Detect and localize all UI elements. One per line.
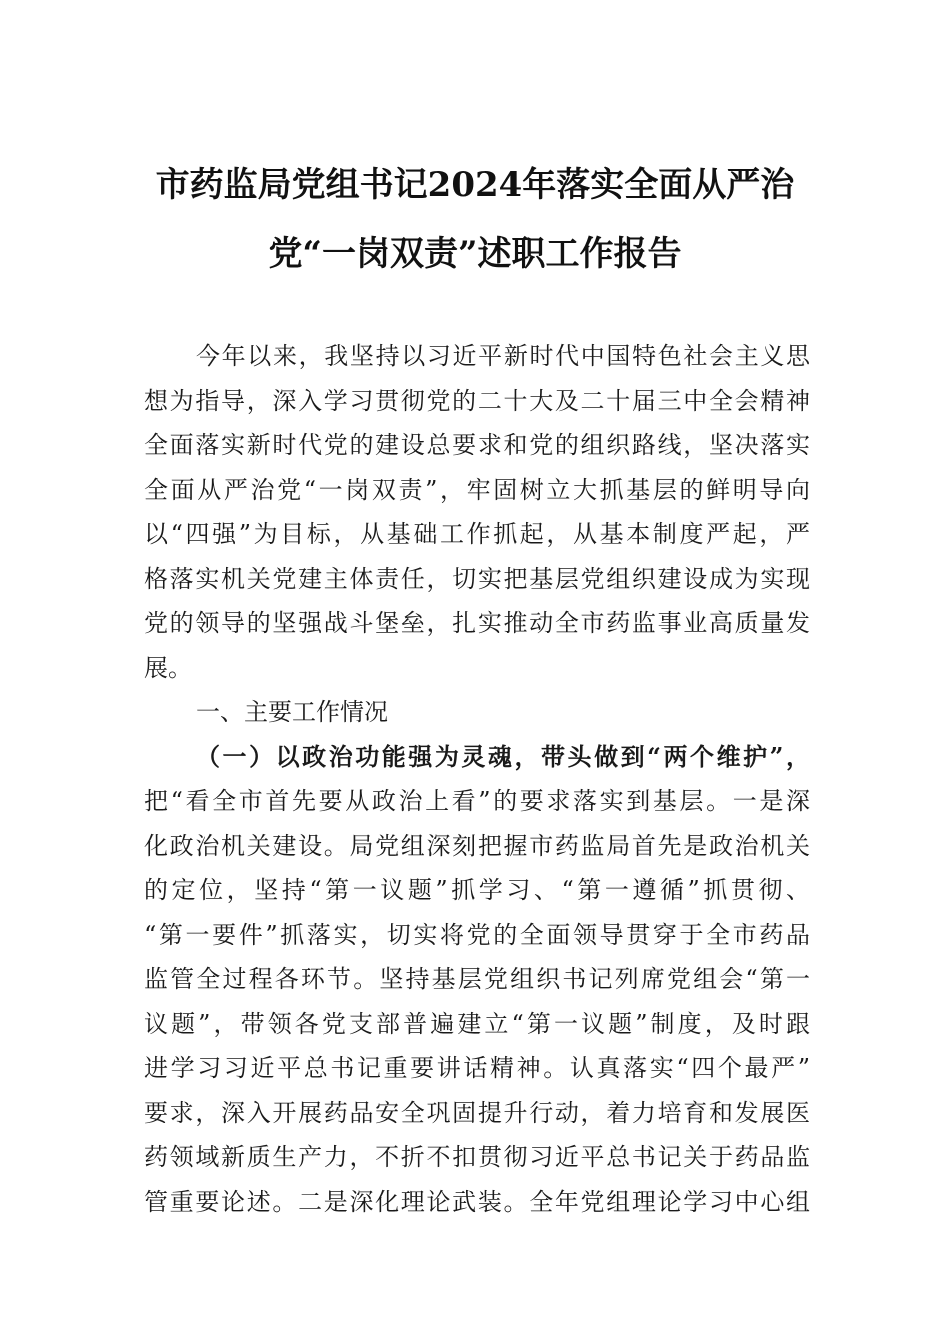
paragraph-line: 议题”，带领各党支部普遍建立“第一议题”制度，及时跟 [144,1009,810,1038]
paragraph-line: 格落实机关党建主体责任，切实把基层党组织建设成为实现 [144,564,810,593]
paragraph-line: 展。 [144,653,192,682]
paragraph-line: 全面从严治党“一岗双责”，牢固树立大抓基层的鲜明导向 [144,475,810,504]
paragraph-line: 以“四强”为目标，从基础工作抓起，从基本制度严起，严 [144,520,810,548]
paragraph-line: 全面落实新时代党的建设总要求和党的组织路线，坚决落实 [144,431,810,459]
paragraph-line: 进学习习近平总书记重要讲话精神。认真落实“四个最严” [144,1054,810,1082]
document-title-line-2: 党“一岗双责”述职工作报告 [268,234,682,274]
document-body [144,334,810,1224]
section-heading: 一、主要工作情况 [196,698,388,726]
paragraph-line: 想为指导，深入学习贯彻党的二十大及二十届三中全会精神 [144,386,810,415]
paragraph-line: 药领域新质生产力，不折不扣贯彻习近平总书记关于药品监 [144,1143,810,1171]
paragraph-line: 今年以来，我坚持以习近平新时代中国特色社会主义思 [196,342,810,370]
document-title-line-1: 市药监局党组书记2024年落实全面从严治 [155,165,795,205]
paragraph-line: 管重要论述。二是深化理论武装。全年党组理论学习中心组 [144,1187,810,1216]
paragraph-line: 要求，深入开展药品安全巩固提升行动，着力培育和发展医 [144,1098,810,1127]
paragraph-line: 党的领导的坚强战斗堡垒，扎实推动全市药监事业高质量发 [144,609,810,637]
paragraph-line: （一）以政治功能强为灵魂，带头做到“两个维护”， [196,741,810,771]
paragraph-line: 把“看全市首先要从政治上看”的要求落实到基层。一是深 [144,787,810,815]
paragraph-line: 监管全过程各环节。坚持基层党组织书记列席党组会“第一 [144,965,810,993]
paragraph-line: 化政治机关建设。局党组深刻把握市药监局首先是政治机关 [144,831,810,860]
paragraph-line: 的定位，坚持“第一议题”抓学习、“第一遵循”抓贯彻、 [144,876,810,904]
paragraph-line: “第一要件”抓落实，切实将党的全面领导贯穿于全市药品 [144,920,810,949]
